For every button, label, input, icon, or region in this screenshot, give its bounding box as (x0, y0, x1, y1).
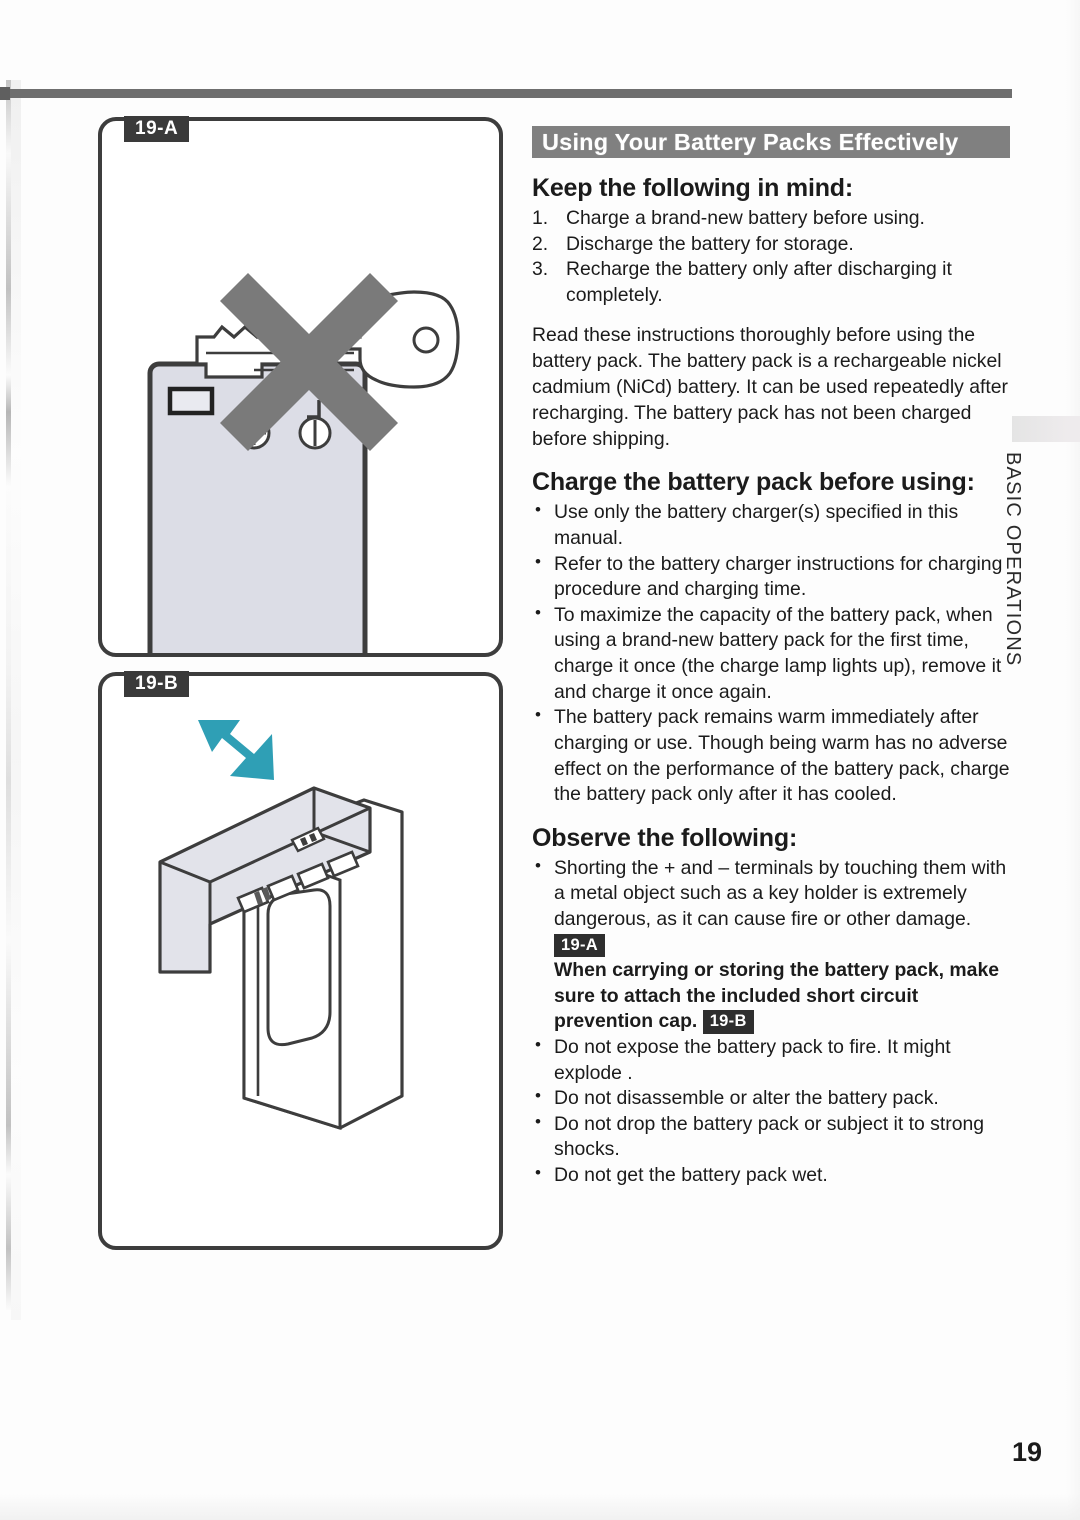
carrying-storing-note-text: When carrying or storing the battery pack, make sure to attach the included short circuit prevention cap. (554, 959, 1000, 1033)
list-item-shorting-warning (532, 856, 1010, 1035)
section-title-bar: Using Your Battery Packs Effectively (532, 126, 1010, 158)
scan-artifact-right (1066, 0, 1080, 1520)
list-item: • Refer to the battery charger instructions for charging procedure and charging time. (532, 552, 1010, 603)
figure-reference-badge-19-b: 19-B (703, 1010, 754, 1034)
list-item-text: Discharge the battery for storage. (566, 232, 854, 255)
page-number: 19 (1011, 1437, 1042, 1467)
figure-panel-19-b (98, 672, 503, 1250)
heading-observe-following: Observe the following: (532, 823, 798, 852)
figure-19-b-illustration (102, 676, 499, 1246)
key-hole (414, 328, 438, 352)
side-chapter-label: BASIC OPERATIONS (1002, 452, 1024, 667)
top-rule-left-cap (0, 87, 10, 100)
list-item: • To maximize the capacity of the battery pack, when using a brand-new battery pack for the first time, charge it once (the charge lamp lights up), remove it and charge it once again. (532, 603, 1010, 705)
list-item (532, 206, 1010, 232)
shorting-warning-text: Shorting the + and – terminals by touching them with a metal object such as a key holder is extremely dangerous, as it can cause fire or other damage. (554, 856, 1007, 930)
heading-charge-before-using: Charge the battery pack before using: (532, 468, 975, 497)
list-item-number: 2. (532, 232, 549, 255)
scan-artifact-bottom (0, 1494, 1080, 1520)
list-item: • Do not drop the battery pack or subject it to strong shocks. (532, 1112, 1010, 1163)
list-item-number: 3. (532, 258, 549, 281)
top-horizontal-rule (0, 89, 1012, 98)
list-item-number: 1. (532, 207, 549, 229)
double-arrow-icon (198, 720, 274, 780)
list-item: • Use only the battery charger(s) specified in this manual. (532, 500, 1010, 551)
intro-paragraph: Read these instructions thoroughly before using the battery pack. The battery pack is a rechargeable nickel cadmium (NiCd) battery. It can be used repeatedly after recharging. The battery pack has not been charged before shipping. (532, 324, 1009, 450)
list-item: • Do not disassemble or alter the battery pack. (532, 1086, 1010, 1112)
list-item (532, 257, 1010, 308)
list-item-text: Charge a brand-new battery before using. (566, 207, 925, 229)
figure-reference-badge-19-a: 19-A (554, 934, 605, 958)
side-thumb-tab (1012, 416, 1080, 442)
figure-tag-19-a: 19-A (124, 116, 189, 142)
keep-in-mind-list (532, 206, 1010, 308)
heading-keep-in-mind: Keep the following in mind: (532, 174, 853, 202)
list-item: • The battery pack remains warm immediately after charging or use. Though being warm has no adverse effect on the performance of the battery pack, charge the battery pack only after it has cooled. (532, 705, 1010, 807)
list-item-text: Recharge the battery only after discharging it completely. (566, 258, 952, 306)
minus-terminal-symbol (300, 418, 330, 448)
carrying-storing-note (554, 958, 1010, 1035)
list-item: • Do not get the battery pack wet. (532, 1163, 1010, 1189)
charge-before-using-list (532, 500, 1010, 807)
figure-tag-19-b: 19-B (124, 671, 189, 697)
list-item (532, 232, 1010, 258)
figure-panel-19-a (98, 117, 503, 657)
list-item: • Do not expose the battery pack to fire. It might explode . (532, 1035, 1010, 1086)
scan-artifact-left-secondary (11, 80, 21, 1320)
article-content (532, 126, 1010, 1189)
figure-19-a-illustration (102, 121, 499, 653)
observe-list (532, 856, 1010, 1189)
